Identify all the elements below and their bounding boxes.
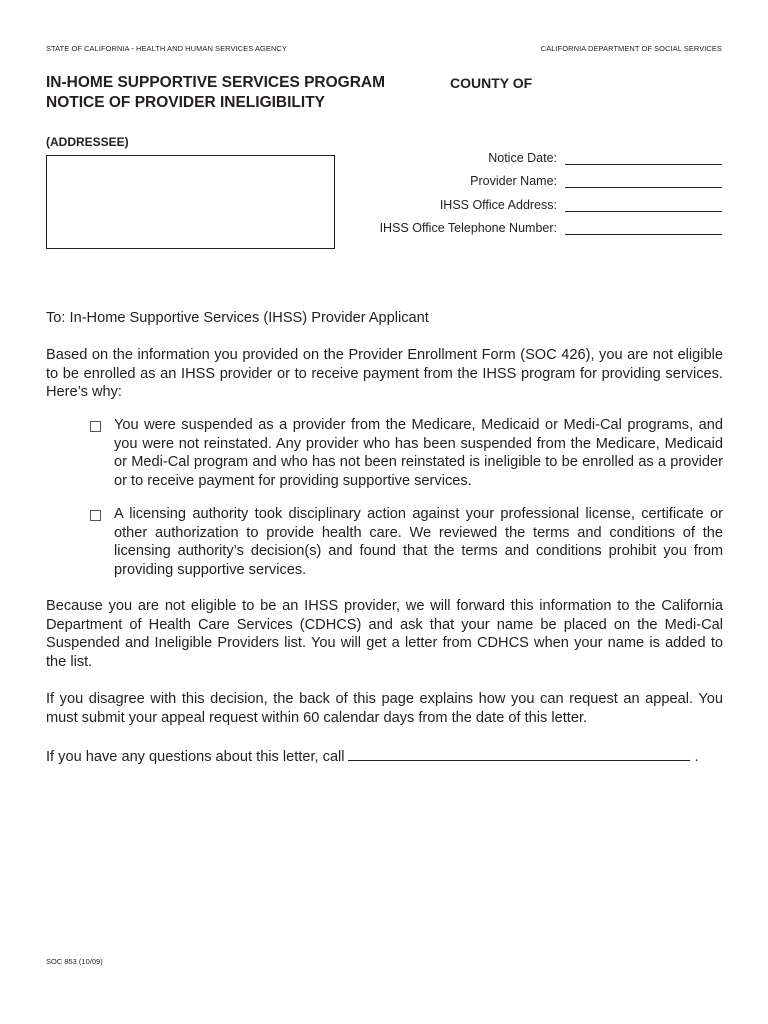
form-title-line2: NOTICE OF PROVIDER INELIGIBILITY xyxy=(46,94,326,111)
form-title-line1: IN-HOME SUPPORTIVE SERVICES PROGRAM xyxy=(46,74,386,91)
questions-suffix: . xyxy=(694,749,699,765)
to-line: To: In-Home Supportive Services (IHSS) Provider Applicant xyxy=(46,310,429,326)
forward-paragraph: Because you are not eligible to be an IHSS provider, we will forward this information to the California Department of Health Care Services (CDHCS) and ask that your name be placed on the Medi-Cal Suspended and Ineligible Providers list. You will get a letter from CDHCS when your name is added to the list. xyxy=(46,598,723,670)
notice-date-label: Notice Date: xyxy=(488,151,557,165)
intro-paragraph: Based on the information you provided on the Provider Enrollment Form (SOC 426), you are not eligible to be enrolled as an IHSS provider or to receive payment from the IHSS program for providing services. Here’s why: xyxy=(46,347,723,401)
provider-name-label: Provider Name: xyxy=(470,174,557,188)
notice-date-line[interactable] xyxy=(565,150,722,165)
office-address-line[interactable] xyxy=(565,197,722,212)
agency-header-right: CALIFORNIA DEPARTMENT OF SOCIAL SERVICES xyxy=(540,44,722,53)
appeal-paragraph: If you disagree with this decision, the back of this page explains how you can request an appeal. You must submit your appeal request within 60 calendar days from the date of this letter. xyxy=(46,691,723,726)
field-provider-name xyxy=(470,173,722,188)
provider-name-line[interactable] xyxy=(565,173,722,188)
agency-header-left: STATE OF CALIFORNIA - HEALTH AND HUMAN SERVICES AGENCY xyxy=(46,44,287,53)
addressee-label: (ADDRESSEE) xyxy=(46,135,129,149)
office-address-label: IHSS Office Address: xyxy=(439,198,557,212)
reason-suspended xyxy=(90,416,723,490)
reason-licensing xyxy=(90,505,723,579)
checkbox-suspended[interactable] xyxy=(90,421,101,432)
field-notice-date xyxy=(488,150,722,165)
addressee-box[interactable] xyxy=(46,155,335,249)
form-title xyxy=(46,73,385,113)
county-label: COUNTY OF xyxy=(450,75,533,91)
field-office-address xyxy=(440,197,722,212)
reason-suspended-text: You were suspended as a provider from the Medicare, Medicaid or Medi-Cal programs, and you were not reinstated. Any provider who has been suspended from the Medicare, Medicaid or Medi-Cal program and who has not been reinstated is ineligible to be enrolled as a provider or to receive payment for providing supportive services. xyxy=(114,417,723,489)
questions-prefix: If you have any questions about this letter, call xyxy=(46,749,345,765)
checkbox-licensing[interactable] xyxy=(90,510,101,521)
phone-number-line[interactable] xyxy=(348,746,690,761)
office-telephone-line[interactable] xyxy=(565,220,722,235)
questions-line xyxy=(46,746,723,767)
reason-licensing-text: A licensing authority took disciplinary action against your professional license, certificate or other authorization to provide health care. We reviewed the terms and conditions of the licensing authority’s decision(s) and found that the terms and conditions prohibit you from providing supportive services. xyxy=(114,506,723,578)
office-telephone-label: IHSS Office Telephone Number: xyxy=(379,221,557,235)
form-id: SOC 853 (10/09) xyxy=(46,957,103,966)
field-office-telephone xyxy=(380,220,722,235)
